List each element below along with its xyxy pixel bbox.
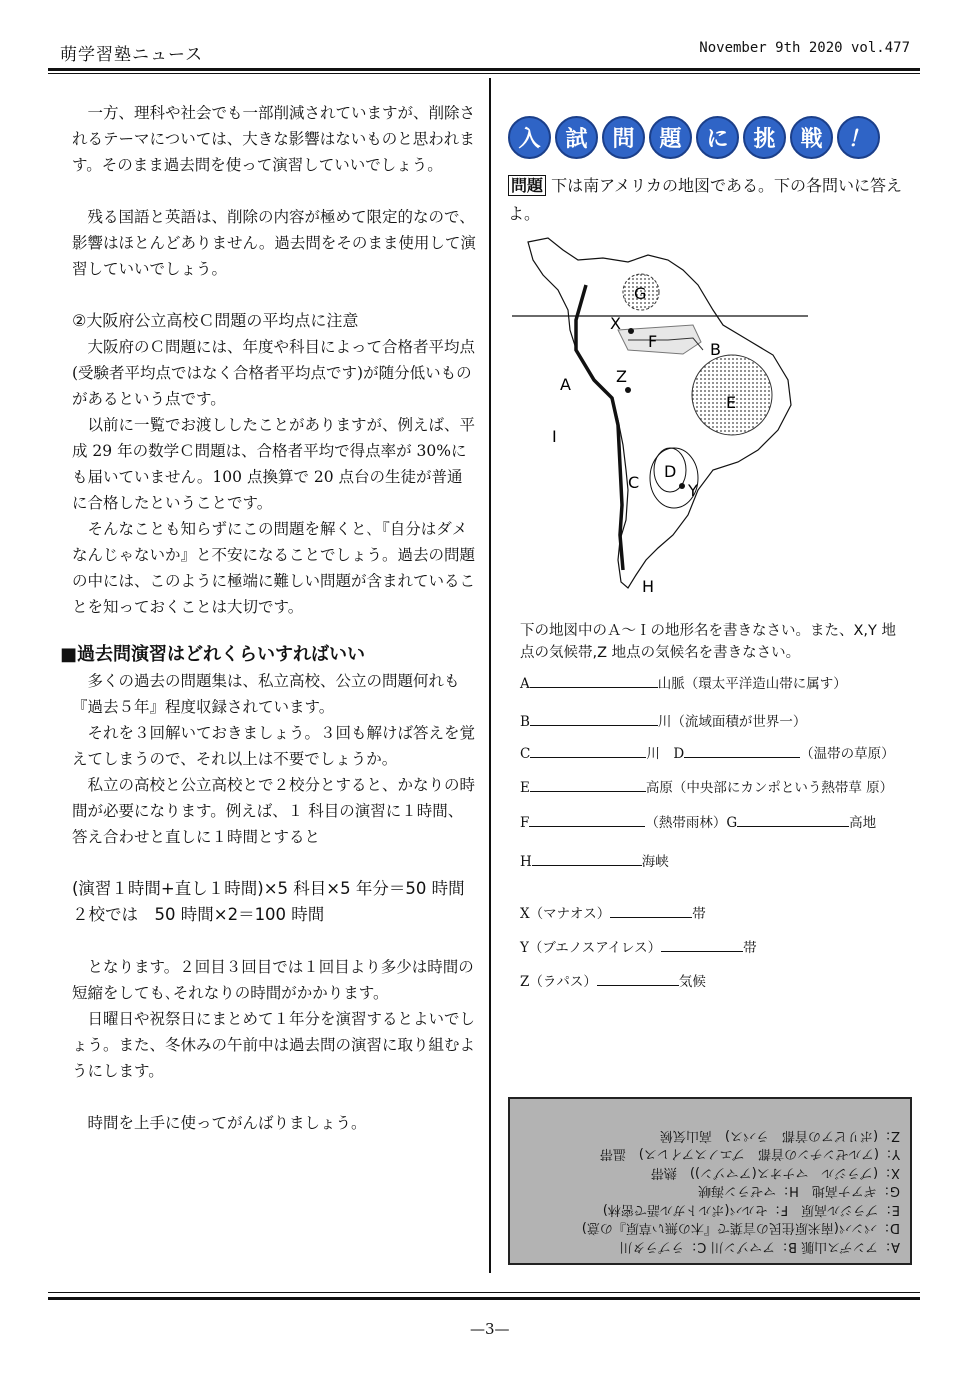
question-f-label: F xyxy=(520,815,530,831)
header-rule xyxy=(48,68,920,71)
paragraph: そんなことも知らずにこの問題を解くと､『自分はダメなんじゃないか』と不安になることでしょう。過去の問題の中には、このように極端に難しい問題が含まれていることを知っておくことは大切です。 xyxy=(72,520,476,616)
title-char: 入 xyxy=(508,116,551,159)
question-x xyxy=(520,902,706,922)
question-e xyxy=(520,776,893,796)
answer-line: X：(ブラジル マナオス(アマゾン)) 熱帯 xyxy=(650,1165,900,1180)
left-column xyxy=(60,100,476,1136)
title-char: 挑 xyxy=(743,116,786,159)
calculation-line: ２校では 50 時間×2＝100 時間 xyxy=(72,905,325,924)
map-label-b: B xyxy=(710,340,721,359)
point-y xyxy=(679,483,685,489)
title-char: ！ xyxy=(837,116,880,159)
question-f-text: （熱帯雨林）G xyxy=(645,815,738,831)
paragraph: 一方、理科や社会でも一部削減されていますが、削除されるテーマについては、大きな影響はないものと思われます。そのまま過去問を使って演習していいでしょう。 xyxy=(72,104,476,174)
problem-text: 下は南アメリカの地図である。下の各問いに答えよ。 xyxy=(508,176,902,223)
answer-blank[interactable] xyxy=(684,743,800,758)
question-b-label: B xyxy=(520,714,530,730)
answer-key-upside-down xyxy=(520,1107,900,1255)
point-x xyxy=(628,328,634,334)
answer-key-box xyxy=(508,1097,912,1265)
question-a-text: 山脈（環太平洋造山帯に属す） xyxy=(657,676,847,692)
question-z xyxy=(520,970,706,990)
question-x-label: X（マナオス） xyxy=(520,906,611,922)
question-c-label: C xyxy=(520,746,531,762)
question-a xyxy=(520,672,847,692)
question-h-text: 海峡 xyxy=(641,854,669,870)
question-e-label: E xyxy=(520,780,530,796)
problem-label: 問題 xyxy=(508,175,546,196)
answer-line: A：アンデス山脈 B：アマゾン川 C：ラプラタ川 xyxy=(619,1239,900,1254)
answer-blank[interactable] xyxy=(610,903,692,918)
section-heading: ■過去問演習はどれくらいすればいい xyxy=(60,644,366,665)
answer-line: E：ブラジル高原 F：セルバ(ポルトガル語で密林) xyxy=(602,1202,900,1217)
map-label-d: D xyxy=(664,462,677,481)
question-b-text: 川（流域面積が世界一） xyxy=(657,714,807,730)
answer-line: D：パンパ(南米原住民の言葉で『木の無い草原』の意) xyxy=(581,1220,900,1236)
map-label-c: C xyxy=(628,473,640,492)
question-c-d xyxy=(520,742,895,762)
column-divider xyxy=(489,78,491,1273)
paragraph: 大阪府のＣ問題には、年度や科目によって合格者平均点(受験者平均点ではなく合格者平均点です)が随分低いものがあるという点です。 xyxy=(72,338,476,408)
paragraph: 私立の高校と公立高校とで２校分とすると、かなりの時間が必要になります。例えば、１ 科目の演習に１時間、答え合わせと直しに１時間とすると xyxy=(72,776,476,846)
map-label-i: I xyxy=(552,427,557,446)
answer-blank[interactable] xyxy=(530,711,658,726)
paragraph: 多くの過去の問題集は、私立高校、公立の問題何れも『過去５年』程度収録されています。 xyxy=(72,672,460,716)
question-z-label: Z（ラパス） xyxy=(520,974,597,990)
header-rule-thin xyxy=(48,73,920,74)
map-label-x: X xyxy=(610,314,621,333)
question-y-label: Y（ブエノスアイレス） xyxy=(520,940,662,956)
quiz-title xyxy=(508,116,880,159)
title-char: 問 xyxy=(602,116,645,159)
map-label-y: Y xyxy=(688,481,698,500)
map-label-z: Z xyxy=(616,367,627,386)
paragraph: 時間を上手に使ってがんばりましょう。 xyxy=(87,1114,367,1132)
title-char: に xyxy=(696,116,739,159)
answer-line: Z：(ボリビアの首都 ラパス) 高山気候 xyxy=(659,1128,900,1143)
paragraph: それを３回解いておきましょう。３回も解けば答えを覚えてしまうので、それ以上は不要でしょうか。 xyxy=(72,724,476,768)
answer-blank[interactable] xyxy=(530,743,646,758)
question-g-text: 高地 xyxy=(849,815,877,831)
question-d-text: （温帯の草原） xyxy=(800,746,895,762)
south-america-map xyxy=(508,230,818,620)
question-x-text: 帯 xyxy=(692,906,706,922)
footer-rule xyxy=(48,1297,920,1300)
map-label-h: H xyxy=(642,577,655,596)
map-label-g: G xyxy=(634,284,647,303)
answer-line: Y：(アルゼンチンの首都 ブエノスアイレス) 温帯 xyxy=(599,1146,900,1162)
problem-statement xyxy=(508,172,908,228)
title-char: 題 xyxy=(649,116,692,159)
paragraph: 以前に一覧でお渡ししたことがありますが、例えば、平成 29 年の数学Ｃ問題は、合格者平均で得点率が 30%にも届いていません。100 点換算で 20 点台の生徒が普通に合格したということです。 xyxy=(72,416,476,512)
map-label-a: A xyxy=(560,375,571,394)
question-e-text: 高原（中央部にカンポという熱帯草 原） xyxy=(645,780,894,796)
question-instruction: 下の地図中のＡ～Ｉの地形名を書きなさい。また、X,Y 地点の気候帯,Z 地点の気候名を書きなさい。 xyxy=(520,623,897,661)
subheading: ②大阪府公立高校Ｃ問題の平均点に注意 xyxy=(72,311,359,330)
question-z-text: 気候 xyxy=(678,974,706,990)
map-label-e: E xyxy=(726,393,737,412)
question-a-label: A xyxy=(520,676,530,692)
answer-blank[interactable] xyxy=(597,971,679,986)
header-title: 萌学習塾ニュース xyxy=(60,45,204,65)
question-b xyxy=(520,710,806,730)
footer-rule-thin xyxy=(48,1292,920,1293)
answer-blank[interactable] xyxy=(529,812,645,827)
title-char: 試 xyxy=(555,116,598,159)
page-number: —3— xyxy=(470,1320,510,1338)
point-z xyxy=(625,387,631,393)
question-y xyxy=(520,936,757,956)
calculation-line: (演習１時間+直し１時間)×5 科目×5 年分＝50 時間 xyxy=(72,879,465,898)
question-h-label: H xyxy=(520,854,532,870)
question-c-text: 川 D xyxy=(646,746,685,762)
answer-line: G：ギアナ高地 H：マゼラン海峡 xyxy=(698,1183,900,1199)
answer-blank[interactable] xyxy=(661,937,743,952)
paragraph: となります。２回目３回目では１回目より多少は時間の短縮をしても､それなりの時間がかかります。 xyxy=(72,958,474,1002)
paragraph: 日曜日や祝祭日にまとめて１年分を演習するとよいでしょう。また、冬休みの午前中は過去問の演習に取り組むようにします。 xyxy=(72,1010,476,1080)
question-f-g xyxy=(520,811,876,831)
question-h xyxy=(520,850,669,870)
title-char: 戦 xyxy=(790,116,833,159)
header-date-volume: November 9th 2020 vol.477 xyxy=(699,40,910,56)
answer-blank[interactable] xyxy=(530,777,646,792)
question-y-text: 帯 xyxy=(743,940,757,956)
answer-blank[interactable] xyxy=(532,851,642,866)
answer-blank[interactable] xyxy=(737,812,849,827)
paragraph: 残る国語と英語は、削除の内容が極めて限定的なので、影響はほとんどありません。過去問をそのまま使用して演習していいでしょう。 xyxy=(72,208,476,278)
answer-blank[interactable] xyxy=(530,673,658,688)
map-label-f: F xyxy=(648,332,658,351)
